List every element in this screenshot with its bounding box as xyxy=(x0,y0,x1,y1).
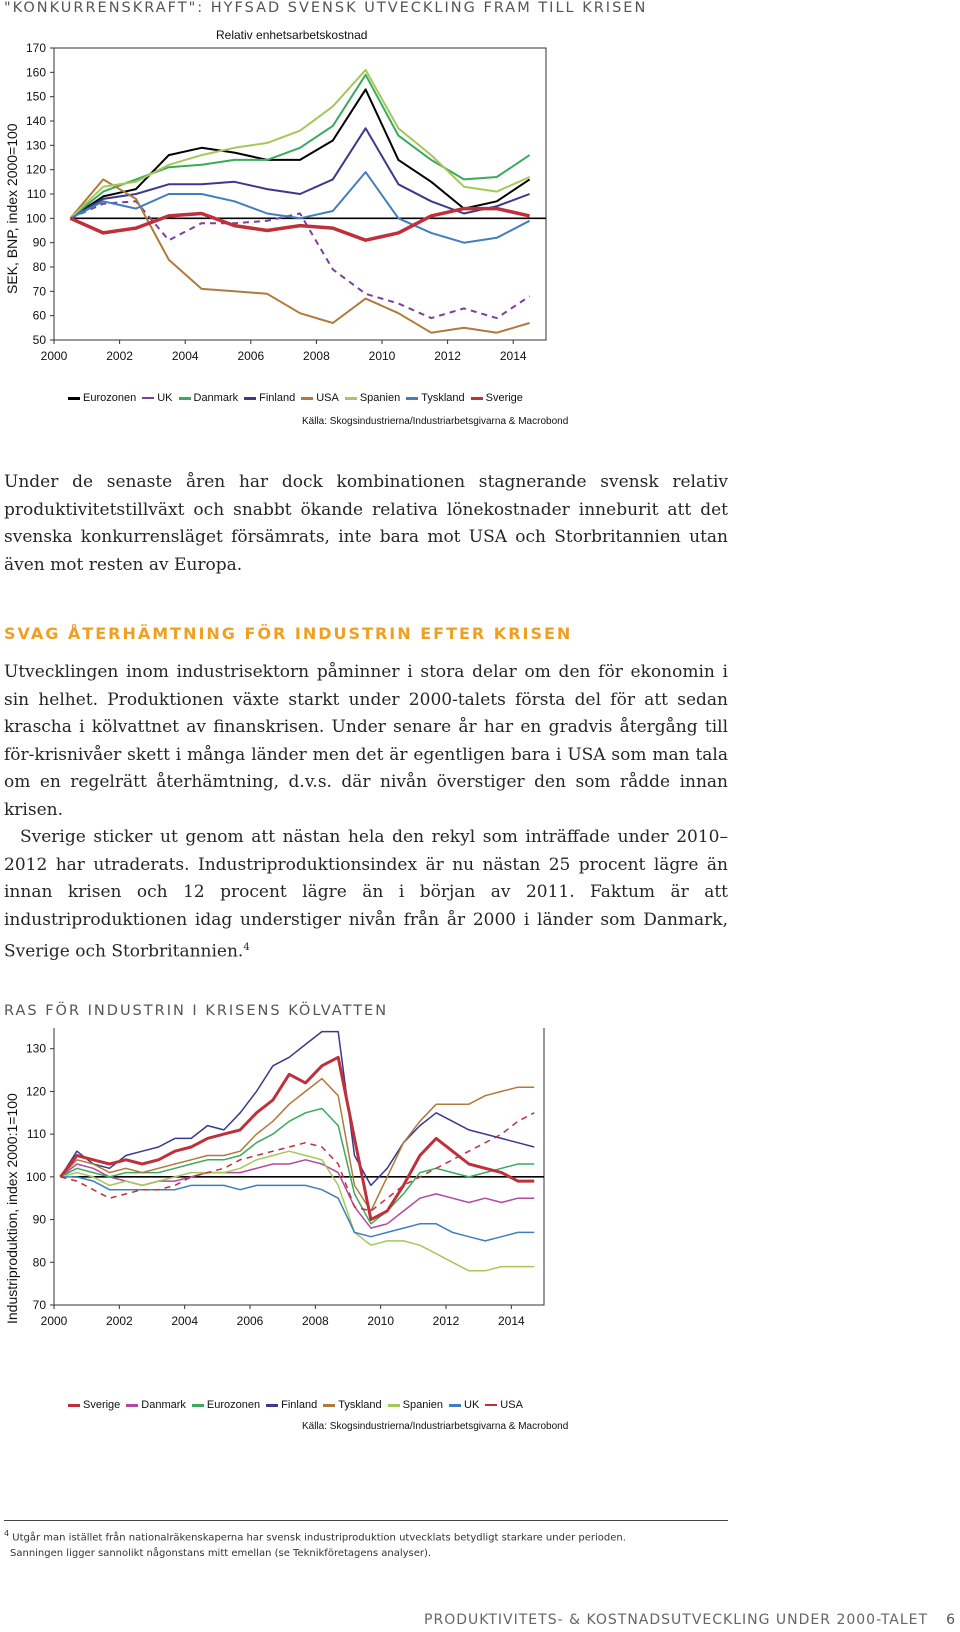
legend-label: Eurozonen xyxy=(83,392,137,404)
y-tick-label: 80 xyxy=(32,260,46,274)
y-tick-label: 50 xyxy=(32,333,46,347)
x-tick-label: 2008 xyxy=(303,349,330,363)
y-tick-label: 170 xyxy=(25,41,46,55)
legend-item-sverige xyxy=(68,1399,120,1411)
y-tick-label: 100 xyxy=(25,1169,46,1184)
legend-swatch xyxy=(68,1404,80,1407)
chart-2-source: Källa: Skogsindustrierna/Industriarbetsgivarna & Macrobond xyxy=(302,1421,569,1432)
legend-swatch xyxy=(244,397,256,400)
y-tick-label: 100 xyxy=(25,211,46,226)
legend-label: Danmark xyxy=(141,1399,186,1411)
x-tick-label: 2000 xyxy=(40,349,68,363)
y-tick-label: 120 xyxy=(25,162,46,177)
legend-swatch xyxy=(406,397,418,400)
series-line-sverige xyxy=(61,1057,535,1219)
legend-item-eurozonen xyxy=(68,392,136,404)
legend-item-sverige xyxy=(471,392,523,404)
x-tick-label: 2002 xyxy=(106,349,133,363)
series-line-uk xyxy=(61,1177,535,1241)
chart-1-y-axis-label: SEK, BNP, index 2000=100 xyxy=(4,123,20,294)
chart-1-title: Relativ enhetsarbetskostnad xyxy=(216,28,368,42)
y-tick-label: 160 xyxy=(25,65,46,80)
series-line-eurozonen xyxy=(61,1109,535,1224)
legend-label: Finland xyxy=(281,1399,318,1411)
footnote-line-1-text: Utgår man istället från nationalräkenskaperna har svensk industriproduktion utvecklats betydligt starkare under perioden. xyxy=(12,1532,626,1544)
legend-swatch xyxy=(266,1404,278,1407)
legend-label: Sverige xyxy=(83,1399,121,1411)
legend-swatch xyxy=(192,1404,204,1407)
legend-swatch xyxy=(301,397,313,400)
legend-label: Finland xyxy=(259,392,296,404)
legend-swatch xyxy=(388,1404,400,1407)
legend-label: Tyskland xyxy=(421,392,465,404)
chart-2-legend xyxy=(68,1399,523,1411)
chart-1-plot xyxy=(0,26,960,386)
series-line-eurozonen xyxy=(70,89,529,218)
legend-swatch xyxy=(142,397,154,399)
paragraph-block-2 xyxy=(4,659,728,966)
footnote-rule xyxy=(4,1520,728,1521)
x-tick-label: 2006 xyxy=(236,1314,264,1328)
legend-label: Tyskland xyxy=(338,1399,382,1411)
chart-1-legend xyxy=(68,392,523,404)
series-line-spanien xyxy=(70,70,529,218)
page-number: 6 xyxy=(946,1612,956,1628)
legend-item-eurozonen xyxy=(192,1399,260,1411)
x-tick-label: 2012 xyxy=(434,349,461,363)
legend-swatch xyxy=(68,397,80,400)
footnote-number: 4 xyxy=(4,1529,10,1538)
paragraph-3-text: Sverige sticker ut genom att nästan hela den rekyl som inträffade under 2010–2012 har utraderats. Industriproduktionsindex är nu nästan 25 procent lägre än innan krisen och 12 procent lägre än i början av 2011. Faktum är att industriproduktionen idag understiger nivån från år 2000 i länder som Danmark, Sverige och Storbritannien. xyxy=(4,827,728,962)
page-footer xyxy=(424,1612,956,1628)
chart-relative-unit-labor-cost xyxy=(0,26,960,426)
x-tick-label: 2004 xyxy=(171,1314,199,1328)
y-tick-label: 130 xyxy=(25,1041,46,1056)
chart-1-source: Källa: Skogsindustrierna/Industriarbetsgivarna & Macrobond xyxy=(302,416,569,427)
y-tick-label: 150 xyxy=(25,89,46,104)
legend-label: Sverige xyxy=(485,392,523,404)
legend-item-finland xyxy=(244,392,295,404)
legend-item-spanien xyxy=(345,392,400,404)
footnote-line-2: Sanningen ligger sannolikt någonstans mitt emellan (se Teknikföretagens analyser). xyxy=(10,1548,432,1560)
legend-item-danmark xyxy=(126,1399,186,1411)
legend-label: Eurozonen xyxy=(206,1399,261,1411)
series-line-tyskland xyxy=(61,1079,535,1211)
legend-label: Spanien xyxy=(402,1399,444,1411)
legend-swatch xyxy=(471,397,483,400)
footnote xyxy=(4,1526,728,1562)
x-tick-label: 2010 xyxy=(368,349,396,363)
paragraph-1 xyxy=(4,469,728,579)
paragraph-2-text: Utvecklingen inom industrisektorn påminner i stora delar om den för ekonomin i sin helhet. Produktionen växte starkt under 2000-talets första del för att sedan krascha i kölvattnet av finanskrisen. Under senare år har en gradvis återgång till för-krisnivåer skett i många länder men det är egentligen bara i USA som man tala om en regelrätt återhämtning, d.v.s. där nivån överstiger den som rådde innan krisen. xyxy=(4,662,728,820)
x-tick-label: 2014 xyxy=(497,1314,525,1328)
legend-label: UK xyxy=(157,392,173,404)
chart-2-y-axis-label: Industriproduktion, index 2000:1=100 xyxy=(4,1093,20,1324)
legend-item-tyskland xyxy=(323,1399,381,1411)
y-tick-label: 70 xyxy=(32,284,46,299)
x-tick-label: 2002 xyxy=(105,1314,133,1328)
legend-swatch xyxy=(449,1404,461,1407)
section-title-konkurrenskraft: "KONKURRENSKRAFT": HYFSAD SVENSK UTVECKLING FRAM TILL KRISEN xyxy=(4,0,648,16)
y-tick-label: 140 xyxy=(25,114,46,128)
legend-label: Spanien xyxy=(359,392,401,404)
footnote-reference[interactable]: 4 xyxy=(243,942,250,953)
legend-item-tyskland xyxy=(406,392,464,404)
y-tick-label: 70 xyxy=(32,1298,46,1312)
x-tick-label: 2000 xyxy=(40,1314,68,1328)
footer-title: PRODUKTIVITETS- & KOSTNADSUTVECKLING UNDER 2000-TALET xyxy=(424,1612,929,1628)
y-tick-label: 110 xyxy=(26,1127,46,1142)
legend-label: USA xyxy=(316,392,339,404)
legend-label: Danmark xyxy=(193,392,239,404)
y-tick-label: 80 xyxy=(32,1255,46,1270)
legend-item-finland xyxy=(266,1399,317,1411)
section-title-svag-aterhamtning: SVAG ÅTERHÄMTNING FÖR INDUSTRIN EFTER KRISEN xyxy=(4,624,573,643)
paragraph-3 xyxy=(4,824,728,966)
legend-item-usa xyxy=(301,392,339,404)
legend-swatch xyxy=(345,397,357,400)
legend-item-usa xyxy=(485,1399,523,1411)
plot-frame xyxy=(54,1028,544,1305)
x-tick-label: 2010 xyxy=(367,1314,395,1328)
y-tick-label: 130 xyxy=(25,138,46,153)
y-tick-label: 110 xyxy=(26,187,46,201)
section-title-ras-for-industrin: RAS FÖR INDUSTRIN I KRISENS KÖLVATTEN xyxy=(4,1003,389,1019)
legend-swatch xyxy=(179,397,191,400)
y-tick-label: 120 xyxy=(25,1084,46,1099)
legend-item-danmark xyxy=(179,392,239,404)
legend-label: USA xyxy=(500,1399,523,1411)
chart-2-plot xyxy=(0,1028,960,1398)
legend-swatch xyxy=(126,1404,138,1407)
x-tick-label: 2012 xyxy=(432,1314,460,1328)
y-tick-label: 90 xyxy=(32,1212,46,1227)
footnote-line-1 xyxy=(4,1526,728,1546)
series-line-danmark xyxy=(70,75,529,219)
legend-item-uk xyxy=(449,1399,479,1411)
y-tick-label: 90 xyxy=(32,235,46,250)
chart-industrial-production xyxy=(0,1028,960,1448)
y-tick-label: 60 xyxy=(32,308,46,323)
legend-item-spanien xyxy=(388,1399,443,1411)
legend-label: UK xyxy=(464,1399,480,1411)
x-tick-label: 2006 xyxy=(237,349,265,363)
legend-swatch xyxy=(485,1404,497,1406)
x-tick-label: 2014 xyxy=(499,349,527,363)
x-tick-label: 2008 xyxy=(301,1314,329,1328)
paragraph-1-text: Under de senaste åren har dock kombinationen stagnerande svensk relativ produktivitetstillväxt och snabbt ökande relativa lönekostnader inneburit att det svenska konkurrensläget försämrats, inte bara mot USA och Storbritannien utan även mot resten av Europa. xyxy=(4,472,728,575)
x-tick-label: 2004 xyxy=(171,349,199,363)
legend-swatch xyxy=(323,1404,335,1407)
legend-item-uk xyxy=(142,392,172,404)
